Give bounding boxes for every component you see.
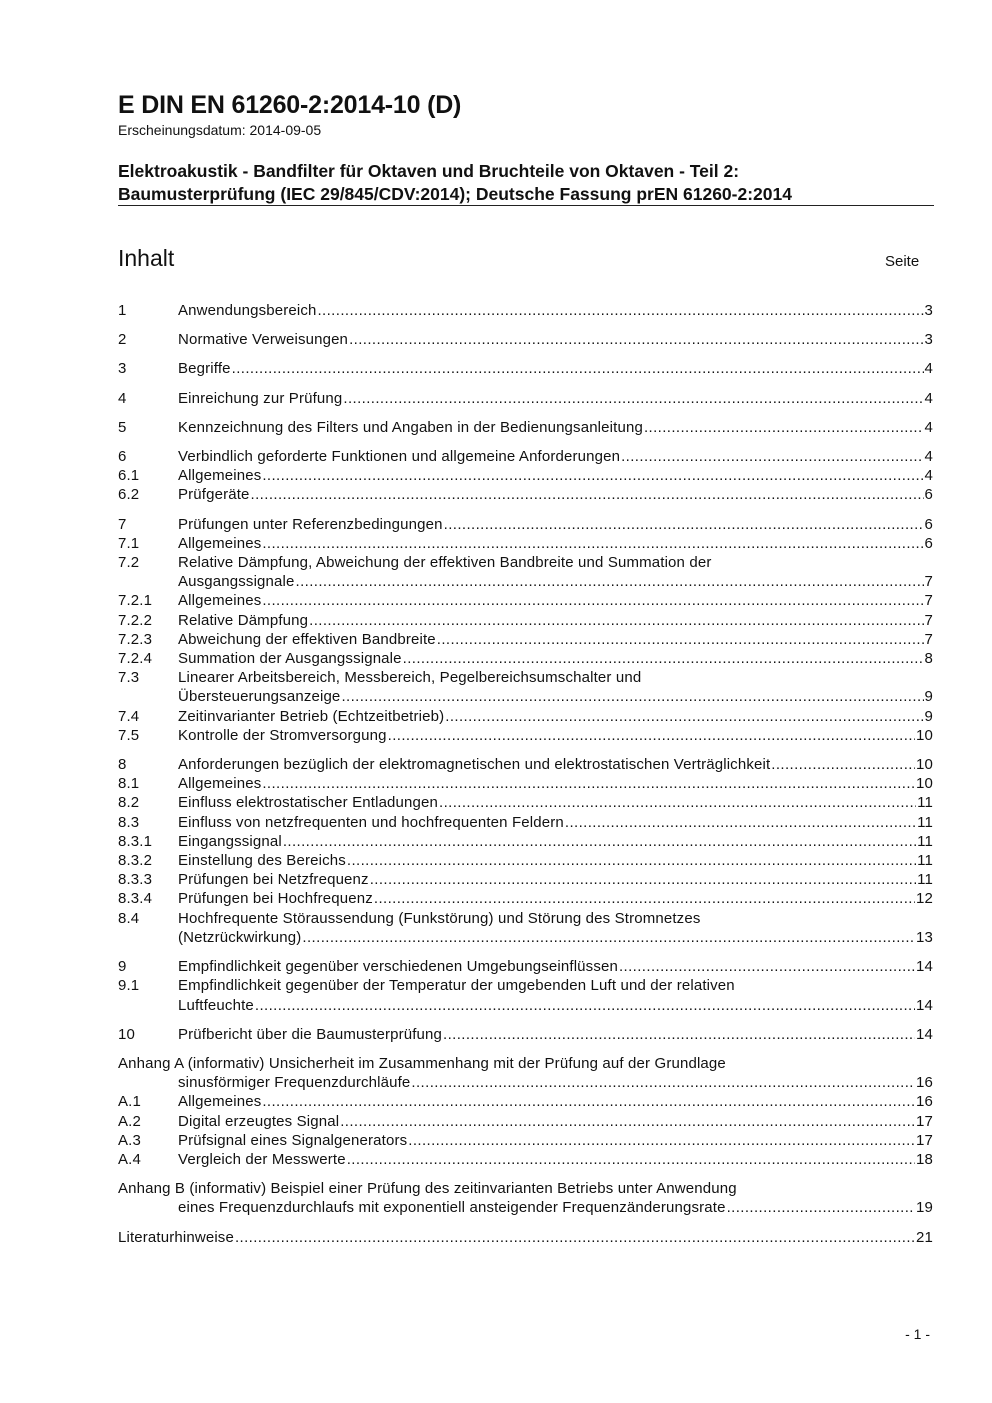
toc-entry-page: 4 bbox=[924, 360, 933, 378]
toc-entry-title: Empfindlichkeit gegenüber der Temperatur der umgebenden Luft und der relativen bbox=[178, 977, 735, 995]
dot-leader bbox=[235, 1228, 915, 1247]
page-column-label: Seite bbox=[885, 253, 920, 270]
dot-leader bbox=[347, 851, 916, 870]
toc-entry-page: 3 bbox=[924, 302, 933, 319]
toc-entry-title: Kennzeichnung des Filters und Angaben in der Bedienungsanleitung bbox=[178, 418, 643, 436]
dot-leader bbox=[644, 418, 924, 437]
toc-entry-title: Prüfbericht über die Baumusterprüfung bbox=[178, 1025, 443, 1043]
dot-leader bbox=[255, 996, 915, 1015]
toc-entry[interactable] bbox=[118, 418, 933, 437]
toc-entry-page: 4 bbox=[924, 467, 933, 485]
toc-entry[interactable] bbox=[118, 466, 933, 485]
dot-leader bbox=[283, 832, 916, 851]
toc-entry-page: 4 bbox=[924, 418, 933, 436]
toc-entry-page: 11 bbox=[917, 794, 933, 812]
toc-entry-number: 8.3.2 bbox=[118, 852, 153, 870]
dot-leader bbox=[370, 870, 916, 889]
publication-date: Erscheinungsdatum: 2014-09-05 bbox=[118, 122, 322, 138]
toc-entry-number: 9 bbox=[118, 958, 127, 976]
toc-entry[interactable] bbox=[118, 851, 933, 870]
toc-entry-title: Relative Dämpfung bbox=[178, 611, 309, 629]
toc-entry-number: 2 bbox=[118, 331, 127, 349]
toc-entry-title: Übersteuerungsanzeige bbox=[178, 688, 341, 706]
toc-entry[interactable] bbox=[118, 534, 933, 553]
toc-entry-number: 7 bbox=[118, 515, 127, 533]
toc-entry-number: 8 bbox=[118, 756, 127, 774]
toc-entry-page: 13 bbox=[916, 928, 933, 946]
toc-entry-number: 6 bbox=[118, 448, 127, 466]
toc-entry-title: Hochfrequente Störaussendung (Funkstörung) und Störung des Stromnetzes bbox=[178, 909, 701, 927]
dot-leader bbox=[262, 591, 923, 610]
toc-entry-number: 8.3.4 bbox=[118, 890, 153, 908]
dot-leader bbox=[262, 466, 923, 485]
toc-entry-title: Einfluss von netzfrequenten und hochfrequenten Feldern bbox=[178, 813, 564, 831]
toc-entry-number: 7.2.1 bbox=[118, 592, 153, 610]
toc-entry-title: Allgemeines bbox=[178, 534, 262, 552]
dot-leader bbox=[411, 1073, 915, 1092]
dot-leader bbox=[439, 793, 916, 812]
dot-leader bbox=[309, 611, 923, 630]
dot-leader bbox=[443, 1025, 915, 1044]
toc-entry[interactable] bbox=[118, 1228, 933, 1247]
dot-leader bbox=[302, 928, 915, 947]
page-number: - 1 - bbox=[905, 1326, 930, 1342]
toc-entry-number: 5 bbox=[118, 418, 127, 436]
toc-entry-page: 10 bbox=[916, 726, 933, 744]
toc-entry[interactable] bbox=[118, 813, 933, 832]
toc-entry-page: 10 bbox=[916, 756, 933, 774]
dot-leader bbox=[408, 1131, 915, 1150]
toc-entry-page: 10 bbox=[916, 775, 933, 793]
toc-entry-number: A.2 bbox=[118, 1112, 141, 1130]
dot-leader bbox=[251, 485, 924, 504]
toc-entry[interactable] bbox=[118, 870, 933, 889]
dot-leader bbox=[343, 389, 923, 408]
toc-entry[interactable] bbox=[118, 485, 933, 504]
toc-entry-number: 8.3 bbox=[118, 813, 140, 831]
toc-entry-number: 7.3 bbox=[118, 669, 140, 687]
dot-leader bbox=[565, 813, 916, 832]
toc-entry-page: 7 bbox=[924, 573, 933, 591]
toc-entry-title: Einreichung zur Prüfung bbox=[178, 389, 343, 407]
toc-entry-title: Summation der Ausgangssignale bbox=[178, 650, 402, 668]
toc-entry-title: Anforderungen bezüglich der elektromagnetischen und elektrostatischen Verträglichkeit bbox=[178, 756, 771, 774]
toc-entry-page: 9 bbox=[924, 688, 933, 706]
toc-entry-title: Luftfeuchte bbox=[178, 996, 254, 1014]
dot-leader bbox=[444, 515, 924, 534]
toc-entry-page: 3 bbox=[924, 331, 933, 349]
dot-leader bbox=[296, 572, 924, 591]
toc-entry-page: 21 bbox=[916, 1228, 933, 1246]
toc-entry[interactable] bbox=[118, 359, 933, 378]
toc-entry[interactable] bbox=[118, 1092, 933, 1111]
dot-leader bbox=[262, 774, 915, 793]
toc-entry-title: Anwendungsbereich bbox=[178, 302, 317, 319]
toc-entry-page: 6 bbox=[924, 486, 933, 504]
toc-entry-title: Anhang A (informativ) Unsicherheit im Zusammenhang mit der Prüfung auf der Grundlage bbox=[118, 1054, 726, 1072]
dot-leader bbox=[619, 957, 915, 976]
toc-entry[interactable] bbox=[118, 447, 933, 466]
toc-entry-title: Normative Verweisungen bbox=[178, 331, 349, 349]
toc-entry-number: 7.1 bbox=[118, 534, 140, 552]
toc-entry[interactable] bbox=[118, 649, 933, 668]
toc-entry-title: Anhang B (informativ) Beispiel einer Prüfung des zeitinvarianten Betriebs unter Anwendung bbox=[118, 1180, 737, 1198]
toc-entry-page: 7 bbox=[924, 592, 933, 610]
toc-entry[interactable] bbox=[118, 707, 933, 726]
toc-entry[interactable] bbox=[118, 957, 933, 976]
toc-entry-page: 11 bbox=[917, 832, 933, 850]
toc-entry[interactable] bbox=[118, 909, 933, 947]
toc-entry-page: 7 bbox=[924, 630, 933, 648]
toc-entry[interactable] bbox=[118, 976, 933, 1014]
toc-entry[interactable] bbox=[118, 1131, 933, 1150]
toc-entry-page: 17 bbox=[916, 1112, 933, 1130]
document-subtitle bbox=[118, 160, 933, 206]
dot-leader bbox=[437, 630, 924, 649]
toc-entry-page: 18 bbox=[916, 1150, 933, 1168]
toc-entry-number: 8.1 bbox=[118, 775, 140, 793]
toc-entry[interactable] bbox=[118, 726, 933, 745]
toc-entry-title: Allgemeines bbox=[178, 775, 262, 793]
toc-entry-number: A.3 bbox=[118, 1131, 141, 1149]
toc-entry-page: 14 bbox=[916, 958, 933, 976]
dot-leader bbox=[347, 1150, 915, 1169]
dot-leader bbox=[341, 687, 923, 706]
toc-entry-page: 17 bbox=[916, 1131, 933, 1149]
toc-entry-title: Relative Dämpfung, Abweichung der effektiven Bandbreite und Summation der bbox=[178, 554, 712, 572]
toc-entry[interactable] bbox=[118, 591, 933, 610]
toc-entry-page: 6 bbox=[924, 534, 933, 552]
toc-entry[interactable] bbox=[118, 1112, 933, 1131]
toc-entry[interactable] bbox=[118, 1054, 933, 1092]
dot-leader bbox=[388, 726, 915, 745]
toc-entry-number: 7.2.3 bbox=[118, 630, 153, 648]
toc-entry[interactable] bbox=[118, 832, 933, 851]
toc-entry-title: Kontrolle der Stromversorgung bbox=[178, 726, 387, 744]
toc-entry-number: 7.2 bbox=[118, 554, 140, 572]
toc-entry-number: 10 bbox=[118, 1025, 135, 1043]
toc-entry-title: (Netzrückwirkung) bbox=[178, 928, 302, 946]
toc-entry-page: 9 bbox=[924, 707, 933, 725]
toc-entry-title: Prüfungen unter Referenzbedingungen bbox=[178, 515, 443, 533]
toc-entry-title: Prüfsignal eines Signalgenerators bbox=[178, 1131, 408, 1149]
toc-entry[interactable] bbox=[118, 793, 933, 812]
toc-entry-number: 7.4 bbox=[118, 707, 140, 725]
toc-entry[interactable] bbox=[118, 389, 933, 408]
dot-leader bbox=[349, 330, 923, 349]
toc-entry-page: 12 bbox=[916, 890, 933, 908]
toc-entry[interactable] bbox=[118, 515, 933, 534]
toc-entry-number: 8.3.1 bbox=[118, 832, 153, 850]
toc-entry-title: Digital erzeugtes Signal bbox=[178, 1112, 340, 1130]
dot-leader bbox=[232, 359, 924, 378]
toc-entry-title: Allgemeines bbox=[178, 592, 262, 610]
toc-entry-title: Einstellung des Bereichs bbox=[178, 852, 346, 870]
toc-entry-page: 11 bbox=[917, 813, 933, 831]
subtitle-line: Baumusterprüfung (IEC 29/845/CDV:2014); Deutsche Fassung prEN 61260-2:2014 bbox=[118, 184, 792, 204]
toc-entry-number: 7.2.4 bbox=[118, 650, 153, 668]
toc-entry-number: 8.3.3 bbox=[118, 871, 153, 889]
toc-entry-number: 7.5 bbox=[118, 726, 140, 744]
toc-entry-number: A.4 bbox=[118, 1150, 141, 1168]
toc-entry-page: 11 bbox=[917, 852, 933, 870]
toc-entry-number: A.1 bbox=[118, 1093, 141, 1111]
toc-entry[interactable] bbox=[118, 553, 933, 591]
toc-entry-page: 8 bbox=[924, 650, 933, 668]
toc-entry-title: Allgemeines bbox=[178, 1093, 262, 1111]
toc-entry-number: 9.1 bbox=[118, 977, 140, 995]
toc-entry-page: 7 bbox=[924, 611, 933, 629]
toc-entry-title: Vergleich der Messwerte bbox=[178, 1150, 346, 1168]
toc-entry-title: Abweichung der effektiven Bandbreite bbox=[178, 630, 436, 648]
toc-entry[interactable] bbox=[118, 1025, 933, 1044]
dot-leader bbox=[262, 534, 923, 553]
toc-entry-number: 7.2.2 bbox=[118, 611, 153, 629]
toc-entry-page: 4 bbox=[924, 389, 933, 407]
title-divider bbox=[118, 205, 934, 206]
toc-entry[interactable] bbox=[118, 611, 933, 630]
subtitle-line: Elektroakustik - Bandfilter für Oktaven und Bruchteile von Oktaven - Teil 2: bbox=[118, 161, 740, 181]
toc-entry[interactable] bbox=[118, 668, 933, 706]
toc-entry-number: 8.2 bbox=[118, 794, 140, 812]
toc-entry-title: Prüfgeräte bbox=[178, 486, 250, 504]
toc-entry-page: 4 bbox=[924, 448, 933, 466]
toc-entry-page: 19 bbox=[916, 1199, 933, 1217]
toc-entry-title: Verbindlich geforderte Funktionen und allgemeine Anforderungen bbox=[178, 448, 621, 466]
dot-leader bbox=[340, 1112, 915, 1131]
toc-entry[interactable] bbox=[118, 774, 933, 793]
toc-entry[interactable] bbox=[118, 889, 933, 908]
toc-entry[interactable] bbox=[118, 630, 933, 649]
dot-leader bbox=[727, 1198, 915, 1217]
toc-entry-number: 4 bbox=[118, 389, 127, 407]
toc-entry[interactable] bbox=[118, 301, 933, 320]
toc-entry[interactable] bbox=[118, 330, 933, 349]
toc-entry-number: 6.1 bbox=[118, 467, 140, 485]
toc-entry-title: Einfluss elektrostatischer Entladungen bbox=[178, 794, 439, 812]
toc-entry-number: 6.2 bbox=[118, 486, 140, 504]
dot-leader bbox=[403, 649, 924, 668]
toc-entry-page: 14 bbox=[916, 1025, 933, 1043]
toc-entry-title: Linearer Arbeitsbereich, Messbereich, Pegelbereichsumschalter und bbox=[178, 669, 642, 687]
toc-entry-page: 16 bbox=[916, 1093, 933, 1111]
toc-entry[interactable] bbox=[118, 1179, 933, 1217]
dot-leader bbox=[262, 1092, 915, 1111]
toc-entry[interactable] bbox=[118, 755, 933, 774]
toc-entry-title: Prüfungen bei Hochfrequenz bbox=[178, 890, 373, 908]
toc-entry-page: 6 bbox=[924, 515, 933, 533]
table-of-contents bbox=[118, 301, 933, 1247]
dot-leader bbox=[317, 301, 923, 320]
toc-entry-title: Empfindlichkeit gegenüber verschiedenen Umgebungseinflüssen bbox=[178, 958, 618, 976]
toc-entry-page: 16 bbox=[916, 1074, 933, 1092]
toc-entry-title: Allgemeines bbox=[178, 467, 262, 485]
toc-entry-page: 11 bbox=[917, 871, 933, 889]
toc-entry-title: Literaturhinweise bbox=[118, 1228, 234, 1246]
toc-entry-title: Prüfungen bei Netzfrequenz bbox=[178, 871, 369, 889]
toc-entry-title: sinusförmiger Frequenzdurchläufe bbox=[178, 1074, 411, 1092]
toc-entry-title: Zeitinvarianter Betrieb (Echtzeitbetrieb) bbox=[178, 707, 445, 725]
toc-entry-page: 14 bbox=[916, 996, 933, 1014]
toc-heading: Inhalt bbox=[118, 245, 175, 271]
dot-leader bbox=[621, 447, 923, 466]
dot-leader bbox=[771, 755, 915, 774]
toc-entry-number: 3 bbox=[118, 360, 127, 378]
toc-entry-title: Ausgangssignale bbox=[178, 573, 295, 591]
document-title: E DIN EN 61260-2:2014-10 (D) bbox=[118, 91, 462, 119]
dot-leader bbox=[445, 707, 923, 726]
toc-entry-title: Begriffe bbox=[178, 360, 231, 378]
toc-entry-number: 8.4 bbox=[118, 909, 140, 927]
dot-leader bbox=[374, 889, 915, 908]
toc-entry[interactable] bbox=[118, 1150, 933, 1169]
toc-entry-title: Eingangssignal bbox=[178, 832, 282, 850]
toc-entry-title: eines Frequenzdurchlaufs mit exponentiell ansteigender Frequenzänderungsrate bbox=[178, 1199, 726, 1217]
toc-entry-number: 1 bbox=[118, 302, 127, 319]
